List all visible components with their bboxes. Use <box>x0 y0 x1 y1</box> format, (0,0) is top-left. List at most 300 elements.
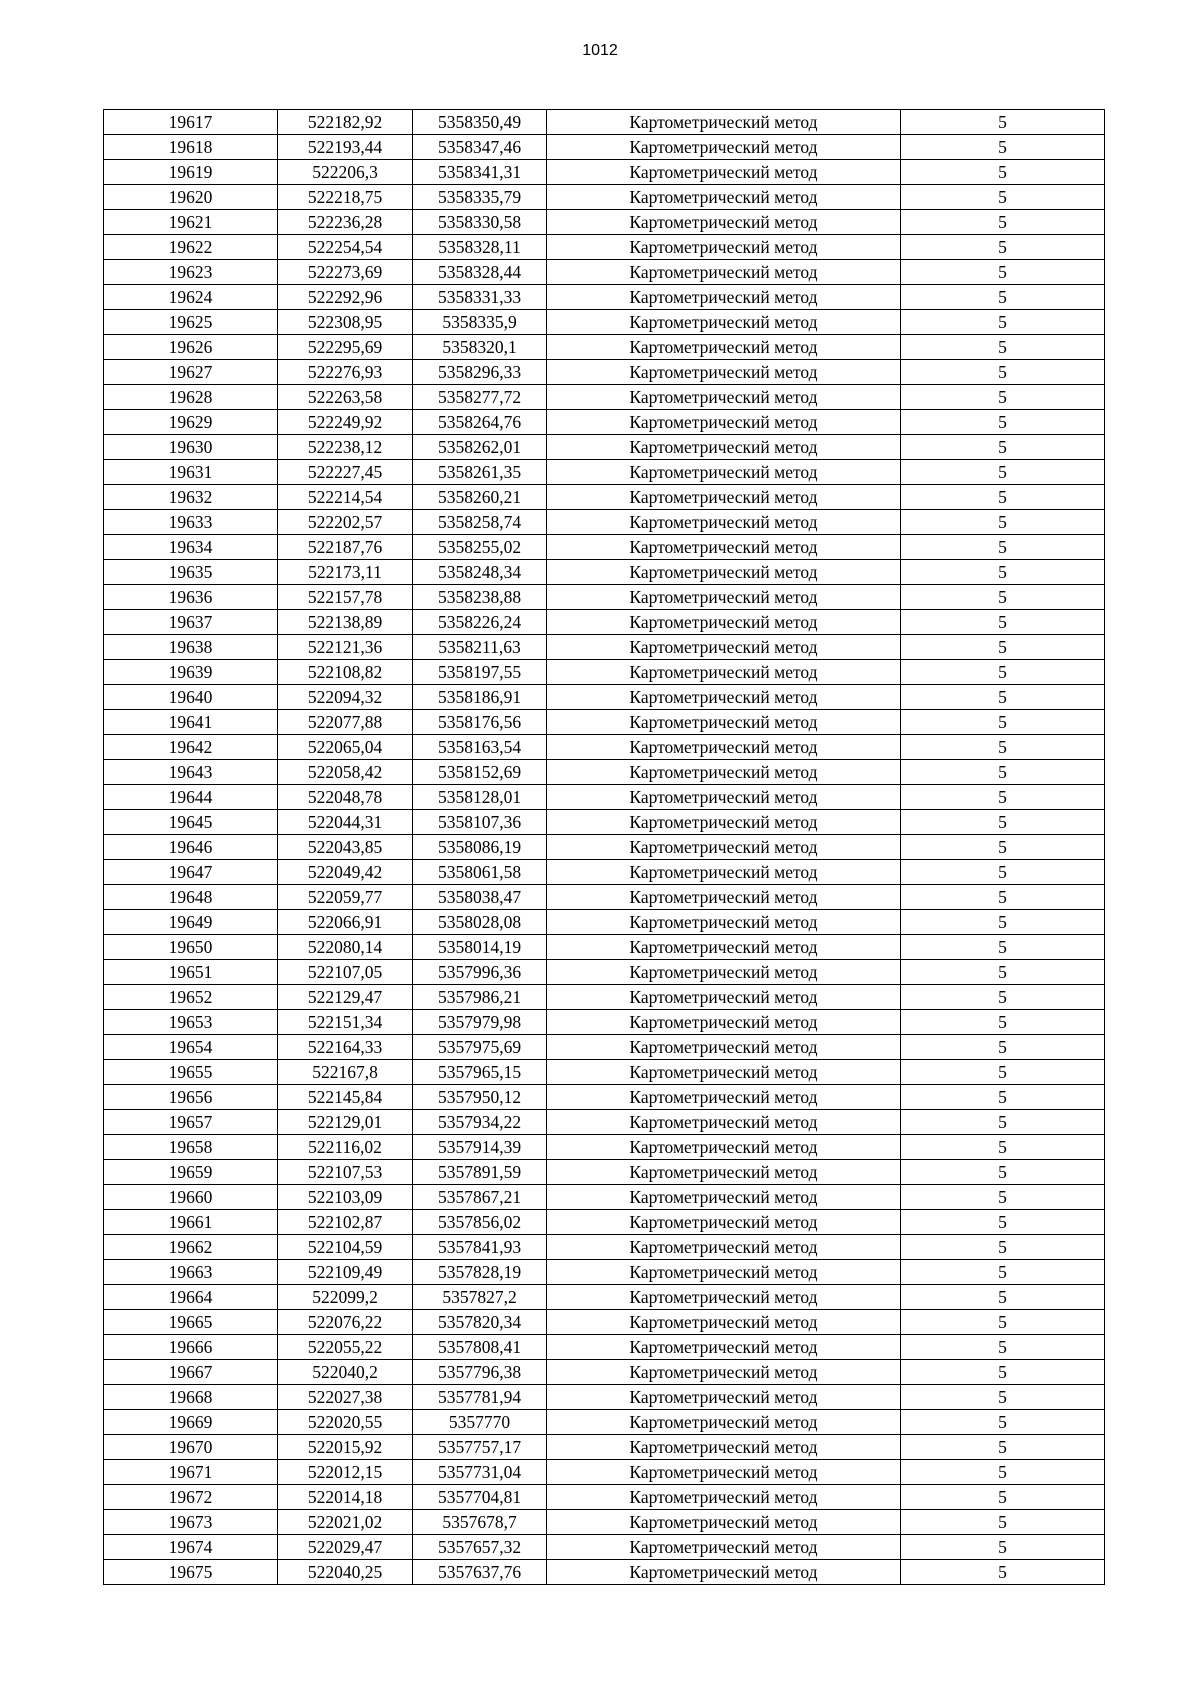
accuracy-cell: 5 <box>901 1210 1105 1235</box>
accuracy-cell: 5 <box>901 160 1105 185</box>
point-number-cell: 19655 <box>104 1060 278 1085</box>
method-cell: Картометрический метод <box>547 1035 901 1060</box>
x-coordinate-cell: 522206,3 <box>278 160 413 185</box>
table-row <box>104 635 1105 660</box>
accuracy-cell: 5 <box>901 710 1105 735</box>
method-cell: Картометрический метод <box>547 385 901 410</box>
method-cell: Картометрический метод <box>547 1535 901 1560</box>
table-row <box>104 760 1105 785</box>
table-row <box>104 410 1105 435</box>
y-coordinate-cell: 5357979,98 <box>413 1010 547 1035</box>
x-coordinate-cell: 522151,34 <box>278 1010 413 1035</box>
table-row <box>104 785 1105 810</box>
accuracy-cell: 5 <box>901 335 1105 360</box>
accuracy-cell: 5 <box>901 810 1105 835</box>
x-coordinate-cell: 522108,82 <box>278 660 413 685</box>
x-coordinate-cell: 522193,44 <box>278 135 413 160</box>
method-cell: Картометрический метод <box>547 835 901 860</box>
method-cell: Картометрический метод <box>547 1135 901 1160</box>
y-coordinate-cell: 5357808,41 <box>413 1335 547 1360</box>
x-coordinate-cell: 522238,12 <box>278 435 413 460</box>
table-row <box>104 860 1105 885</box>
point-number-cell: 19649 <box>104 910 278 935</box>
table-row <box>104 935 1105 960</box>
point-number-cell: 19629 <box>104 410 278 435</box>
point-number-cell: 19661 <box>104 1210 278 1235</box>
point-number-cell: 19624 <box>104 285 278 310</box>
accuracy-cell: 5 <box>901 1385 1105 1410</box>
method-cell: Картометрический метод <box>547 535 901 560</box>
y-coordinate-cell: 5358152,69 <box>413 760 547 785</box>
point-number-cell: 19670 <box>104 1435 278 1460</box>
method-cell: Картометрический метод <box>547 860 901 885</box>
point-number-cell: 19662 <box>104 1235 278 1260</box>
accuracy-cell: 5 <box>901 660 1105 685</box>
point-number-cell: 19656 <box>104 1085 278 1110</box>
point-number-cell: 19665 <box>104 1310 278 1335</box>
method-cell: Картометрический метод <box>547 1510 901 1535</box>
method-cell: Картометрический метод <box>547 235 901 260</box>
y-coordinate-cell: 5357934,22 <box>413 1110 547 1135</box>
x-coordinate-cell: 522173,11 <box>278 560 413 585</box>
coordinates-table <box>103 109 1105 1585</box>
y-coordinate-cell: 5357950,12 <box>413 1085 547 1110</box>
accuracy-cell: 5 <box>901 1460 1105 1485</box>
accuracy-cell: 5 <box>901 210 1105 235</box>
method-cell: Картометрический метод <box>547 1410 901 1435</box>
y-coordinate-cell: 5358350,49 <box>413 110 547 135</box>
table-row <box>104 1335 1105 1360</box>
point-number-cell: 19651 <box>104 960 278 985</box>
point-number-cell: 19643 <box>104 760 278 785</box>
method-cell: Картометрический метод <box>547 985 901 1010</box>
accuracy-cell: 5 <box>901 1310 1105 1335</box>
point-number-cell: 19641 <box>104 710 278 735</box>
x-coordinate-cell: 522276,93 <box>278 360 413 385</box>
table-row <box>104 910 1105 935</box>
x-coordinate-cell: 522058,42 <box>278 760 413 785</box>
accuracy-cell: 5 <box>901 760 1105 785</box>
y-coordinate-cell: 5358255,02 <box>413 535 547 560</box>
x-coordinate-cell: 522273,69 <box>278 260 413 285</box>
method-cell: Картометрический метод <box>547 1560 901 1585</box>
accuracy-cell: 5 <box>901 610 1105 635</box>
point-number-cell: 19659 <box>104 1160 278 1185</box>
method-cell: Картометрический метод <box>547 635 901 660</box>
y-coordinate-cell: 5358086,19 <box>413 835 547 860</box>
table-row <box>104 685 1105 710</box>
point-number-cell: 19667 <box>104 1360 278 1385</box>
table-row <box>104 1035 1105 1060</box>
accuracy-cell: 5 <box>901 385 1105 410</box>
method-cell: Картометрический метод <box>547 560 901 585</box>
accuracy-cell: 5 <box>901 560 1105 585</box>
method-cell: Картометрический метод <box>547 310 901 335</box>
method-cell: Картометрический метод <box>547 1085 901 1110</box>
y-coordinate-cell: 5357867,21 <box>413 1185 547 1210</box>
y-coordinate-cell: 5357678,7 <box>413 1510 547 1535</box>
method-cell: Картометрический метод <box>547 110 901 135</box>
y-coordinate-cell: 5358226,24 <box>413 610 547 635</box>
accuracy-cell: 5 <box>901 460 1105 485</box>
point-number-cell: 19627 <box>104 360 278 385</box>
method-cell: Картометрический метод <box>547 735 901 760</box>
accuracy-cell: 5 <box>901 1560 1105 1585</box>
point-number-cell: 19646 <box>104 835 278 860</box>
x-coordinate-cell: 522227,45 <box>278 460 413 485</box>
method-cell: Картометрический метод <box>547 460 901 485</box>
method-cell: Картометрический метод <box>547 1435 901 1460</box>
accuracy-cell: 5 <box>901 285 1105 310</box>
accuracy-cell: 5 <box>901 960 1105 985</box>
method-cell: Картометрический метод <box>547 435 901 460</box>
table-row <box>104 335 1105 360</box>
point-number-cell: 19674 <box>104 1535 278 1560</box>
table-row <box>104 1360 1105 1385</box>
y-coordinate-cell: 5358262,01 <box>413 435 547 460</box>
x-coordinate-cell: 522015,92 <box>278 1435 413 1460</box>
accuracy-cell: 5 <box>901 1260 1105 1285</box>
x-coordinate-cell: 522295,69 <box>278 335 413 360</box>
y-coordinate-cell: 5357965,15 <box>413 1060 547 1085</box>
point-number-cell: 19639 <box>104 660 278 685</box>
point-number-cell: 19640 <box>104 685 278 710</box>
table-row <box>104 835 1105 860</box>
accuracy-cell: 5 <box>901 1235 1105 1260</box>
table-row <box>104 235 1105 260</box>
table-row <box>104 1410 1105 1435</box>
accuracy-cell: 5 <box>901 1135 1105 1160</box>
table-row <box>104 960 1105 985</box>
point-number-cell: 19631 <box>104 460 278 485</box>
table-row <box>104 360 1105 385</box>
y-coordinate-cell: 5358328,44 <box>413 260 547 285</box>
accuracy-cell: 5 <box>901 985 1105 1010</box>
method-cell: Картометрический метод <box>547 510 901 535</box>
y-coordinate-cell: 5358197,55 <box>413 660 547 685</box>
method-cell: Картометрический метод <box>547 210 901 235</box>
y-coordinate-cell: 5358296,33 <box>413 360 547 385</box>
x-coordinate-cell: 522109,49 <box>278 1260 413 1285</box>
table-row <box>104 660 1105 685</box>
y-coordinate-cell: 5358107,36 <box>413 810 547 835</box>
y-coordinate-cell: 5357891,59 <box>413 1160 547 1185</box>
method-cell: Картометрический метод <box>547 885 901 910</box>
table-row <box>104 1110 1105 1135</box>
table-row <box>104 135 1105 160</box>
method-cell: Картометрический метод <box>547 610 901 635</box>
point-number-cell: 19657 <box>104 1110 278 1135</box>
x-coordinate-cell: 522145,84 <box>278 1085 413 1110</box>
y-coordinate-cell: 5358211,63 <box>413 635 547 660</box>
point-number-cell: 19668 <box>104 1385 278 1410</box>
accuracy-cell: 5 <box>901 1160 1105 1185</box>
table-row <box>104 1510 1105 1535</box>
method-cell: Картометрический метод <box>547 185 901 210</box>
point-number-cell: 19648 <box>104 885 278 910</box>
y-coordinate-cell: 5357996,36 <box>413 960 547 985</box>
method-cell: Картометрический метод <box>547 1010 901 1035</box>
accuracy-cell: 5 <box>901 1435 1105 1460</box>
method-cell: Картометрический метод <box>547 1485 901 1510</box>
point-number-cell: 19653 <box>104 1010 278 1035</box>
method-cell: Картометрический метод <box>547 1060 901 1085</box>
x-coordinate-cell: 522014,18 <box>278 1485 413 1510</box>
point-number-cell: 19632 <box>104 485 278 510</box>
point-number-cell: 19621 <box>104 210 278 235</box>
y-coordinate-cell: 5357975,69 <box>413 1035 547 1060</box>
table-row <box>104 1285 1105 1310</box>
method-cell: Картометрический метод <box>547 1110 901 1135</box>
accuracy-cell: 5 <box>901 485 1105 510</box>
y-coordinate-cell: 5358248,34 <box>413 560 547 585</box>
method-cell: Картометрический метод <box>547 685 901 710</box>
table-row <box>104 1260 1105 1285</box>
y-coordinate-cell: 5357757,17 <box>413 1435 547 1460</box>
accuracy-cell: 5 <box>901 685 1105 710</box>
table-row <box>104 1435 1105 1460</box>
point-number-cell: 19666 <box>104 1335 278 1360</box>
x-coordinate-cell: 522129,01 <box>278 1110 413 1135</box>
method-cell: Картометрический метод <box>547 1460 901 1485</box>
table-row <box>104 210 1105 235</box>
accuracy-cell: 5 <box>901 235 1105 260</box>
y-coordinate-cell: 5358186,91 <box>413 685 547 710</box>
x-coordinate-cell: 522055,22 <box>278 1335 413 1360</box>
point-number-cell: 19644 <box>104 785 278 810</box>
table-row <box>104 1185 1105 1210</box>
method-cell: Картометрический метод <box>547 360 901 385</box>
y-coordinate-cell: 5358335,79 <box>413 185 547 210</box>
accuracy-cell: 5 <box>901 185 1105 210</box>
table-row <box>104 1135 1105 1160</box>
x-coordinate-cell: 522116,02 <box>278 1135 413 1160</box>
y-coordinate-cell: 5358163,54 <box>413 735 547 760</box>
x-coordinate-cell: 522066,91 <box>278 910 413 935</box>
y-coordinate-cell: 5358347,46 <box>413 135 547 160</box>
y-coordinate-cell: 5357781,94 <box>413 1385 547 1410</box>
point-number-cell: 19647 <box>104 860 278 885</box>
x-coordinate-cell: 522040,2 <box>278 1360 413 1385</box>
accuracy-cell: 5 <box>901 1335 1105 1360</box>
accuracy-cell: 5 <box>901 1010 1105 1035</box>
point-number-cell: 19673 <box>104 1510 278 1535</box>
y-coordinate-cell: 5357841,93 <box>413 1235 547 1260</box>
table-row <box>104 810 1105 835</box>
accuracy-cell: 5 <box>901 435 1105 460</box>
point-number-cell: 19671 <box>104 1460 278 1485</box>
point-number-cell: 19645 <box>104 810 278 835</box>
method-cell: Картометрический метод <box>547 935 901 960</box>
y-coordinate-cell: 5358038,47 <box>413 885 547 910</box>
x-coordinate-cell: 522308,95 <box>278 310 413 335</box>
accuracy-cell: 5 <box>901 1185 1105 1210</box>
method-cell: Картометрический метод <box>547 1285 901 1310</box>
table-row <box>104 385 1105 410</box>
x-coordinate-cell: 522107,53 <box>278 1160 413 1185</box>
accuracy-cell: 5 <box>901 785 1105 810</box>
method-cell: Картометрический метод <box>547 1185 901 1210</box>
x-coordinate-cell: 522027,38 <box>278 1385 413 1410</box>
x-coordinate-cell: 522129,47 <box>278 985 413 1010</box>
x-coordinate-cell: 522021,02 <box>278 1510 413 1535</box>
x-coordinate-cell: 522157,78 <box>278 585 413 610</box>
accuracy-cell: 5 <box>901 910 1105 935</box>
table-row <box>104 1385 1105 1410</box>
point-number-cell: 19635 <box>104 560 278 585</box>
x-coordinate-cell: 522164,33 <box>278 1035 413 1060</box>
y-coordinate-cell: 5357986,21 <box>413 985 547 1010</box>
method-cell: Картометрический метод <box>547 410 901 435</box>
point-number-cell: 19636 <box>104 585 278 610</box>
x-coordinate-cell: 522218,75 <box>278 185 413 210</box>
table-row <box>104 585 1105 610</box>
point-number-cell: 19637 <box>104 610 278 635</box>
x-coordinate-cell: 522254,54 <box>278 235 413 260</box>
table-row <box>104 610 1105 635</box>
x-coordinate-cell: 522104,59 <box>278 1235 413 1260</box>
y-coordinate-cell: 5357770 <box>413 1410 547 1435</box>
accuracy-cell: 5 <box>901 1035 1105 1060</box>
table-row <box>104 1210 1105 1235</box>
method-cell: Картометрический метод <box>547 710 901 735</box>
y-coordinate-cell: 5357796,38 <box>413 1360 547 1385</box>
x-coordinate-cell: 522107,05 <box>278 960 413 985</box>
table-row <box>104 885 1105 910</box>
table-row <box>104 1485 1105 1510</box>
y-coordinate-cell: 5358335,9 <box>413 310 547 335</box>
point-number-cell: 19617 <box>104 110 278 135</box>
x-coordinate-cell: 522077,88 <box>278 710 413 735</box>
point-number-cell: 19625 <box>104 310 278 335</box>
x-coordinate-cell: 522076,22 <box>278 1310 413 1335</box>
point-number-cell: 19619 <box>104 160 278 185</box>
accuracy-cell: 5 <box>901 410 1105 435</box>
method-cell: Картометрический метод <box>547 960 901 985</box>
x-coordinate-cell: 522236,28 <box>278 210 413 235</box>
y-coordinate-cell: 5357827,2 <box>413 1285 547 1310</box>
point-number-cell: 19626 <box>104 335 278 360</box>
y-coordinate-cell: 5358028,08 <box>413 910 547 935</box>
point-number-cell: 19664 <box>104 1285 278 1310</box>
y-coordinate-cell: 5358061,58 <box>413 860 547 885</box>
x-coordinate-cell: 522059,77 <box>278 885 413 910</box>
accuracy-cell: 5 <box>901 110 1105 135</box>
x-coordinate-cell: 522138,89 <box>278 610 413 635</box>
point-number-cell: 19663 <box>104 1260 278 1285</box>
table-row <box>104 435 1105 460</box>
accuracy-cell: 5 <box>901 260 1105 285</box>
y-coordinate-cell: 5358128,01 <box>413 785 547 810</box>
x-coordinate-cell: 522182,92 <box>278 110 413 135</box>
method-cell: Картометрический метод <box>547 1335 901 1360</box>
y-coordinate-cell: 5358238,88 <box>413 585 547 610</box>
point-number-cell: 19675 <box>104 1560 278 1585</box>
table-row <box>104 1310 1105 1335</box>
table-row <box>104 1060 1105 1085</box>
table-row <box>104 485 1105 510</box>
accuracy-cell: 5 <box>901 1285 1105 1310</box>
table-row <box>104 460 1105 485</box>
method-cell: Картометрический метод <box>547 1160 901 1185</box>
accuracy-cell: 5 <box>901 1510 1105 1535</box>
table-row <box>104 1085 1105 1110</box>
method-cell: Картометрический метод <box>547 160 901 185</box>
method-cell: Картометрический метод <box>547 785 901 810</box>
table-row <box>104 535 1105 560</box>
x-coordinate-cell: 522292,96 <box>278 285 413 310</box>
point-number-cell: 19669 <box>104 1410 278 1435</box>
x-coordinate-cell: 522044,31 <box>278 810 413 835</box>
point-number-cell: 19658 <box>104 1135 278 1160</box>
y-coordinate-cell: 5357914,39 <box>413 1135 547 1160</box>
point-number-cell: 19652 <box>104 985 278 1010</box>
table-row <box>104 735 1105 760</box>
table-row <box>104 1160 1105 1185</box>
accuracy-cell: 5 <box>901 1410 1105 1435</box>
table-row <box>104 560 1105 585</box>
x-coordinate-cell: 522167,8 <box>278 1060 413 1085</box>
point-number-cell: 19634 <box>104 535 278 560</box>
accuracy-cell: 5 <box>901 860 1105 885</box>
x-coordinate-cell: 522012,15 <box>278 1460 413 1485</box>
x-coordinate-cell: 522040,25 <box>278 1560 413 1585</box>
y-coordinate-cell: 5358014,19 <box>413 935 547 960</box>
point-number-cell: 19633 <box>104 510 278 535</box>
x-coordinate-cell: 522080,14 <box>278 935 413 960</box>
point-number-cell: 19618 <box>104 135 278 160</box>
table-row <box>104 1010 1105 1035</box>
x-coordinate-cell: 522121,36 <box>278 635 413 660</box>
x-coordinate-cell: 522029,47 <box>278 1535 413 1560</box>
y-coordinate-cell: 5358277,72 <box>413 385 547 410</box>
x-coordinate-cell: 522249,92 <box>278 410 413 435</box>
accuracy-cell: 5 <box>901 535 1105 560</box>
table-row <box>104 1535 1105 1560</box>
x-coordinate-cell: 522102,87 <box>278 1210 413 1235</box>
x-coordinate-cell: 522048,78 <box>278 785 413 810</box>
method-cell: Картометрический метод <box>547 1385 901 1410</box>
y-coordinate-cell: 5357856,02 <box>413 1210 547 1235</box>
y-coordinate-cell: 5358328,11 <box>413 235 547 260</box>
point-number-cell: 19654 <box>104 1035 278 1060</box>
table-row <box>104 110 1105 135</box>
accuracy-cell: 5 <box>901 1485 1105 1510</box>
accuracy-cell: 5 <box>901 510 1105 535</box>
y-coordinate-cell: 5357820,34 <box>413 1310 547 1335</box>
y-coordinate-cell: 5358176,56 <box>413 710 547 735</box>
y-coordinate-cell: 5358261,35 <box>413 460 547 485</box>
y-coordinate-cell: 5357657,32 <box>413 1535 547 1560</box>
table-row <box>104 160 1105 185</box>
y-coordinate-cell: 5357828,19 <box>413 1260 547 1285</box>
accuracy-cell: 5 <box>901 1085 1105 1110</box>
accuracy-cell: 5 <box>901 310 1105 335</box>
point-number-cell: 19628 <box>104 385 278 410</box>
x-coordinate-cell: 522043,85 <box>278 835 413 860</box>
x-coordinate-cell: 522187,76 <box>278 535 413 560</box>
method-cell: Картометрический метод <box>547 285 901 310</box>
method-cell: Картометрический метод <box>547 1235 901 1260</box>
table-row <box>104 1460 1105 1485</box>
method-cell: Картометрический метод <box>547 660 901 685</box>
method-cell: Картометрический метод <box>547 910 901 935</box>
table-row <box>104 310 1105 335</box>
table-row <box>104 1235 1105 1260</box>
accuracy-cell: 5 <box>901 1360 1105 1385</box>
x-coordinate-cell: 522094,32 <box>278 685 413 710</box>
accuracy-cell: 5 <box>901 1060 1105 1085</box>
